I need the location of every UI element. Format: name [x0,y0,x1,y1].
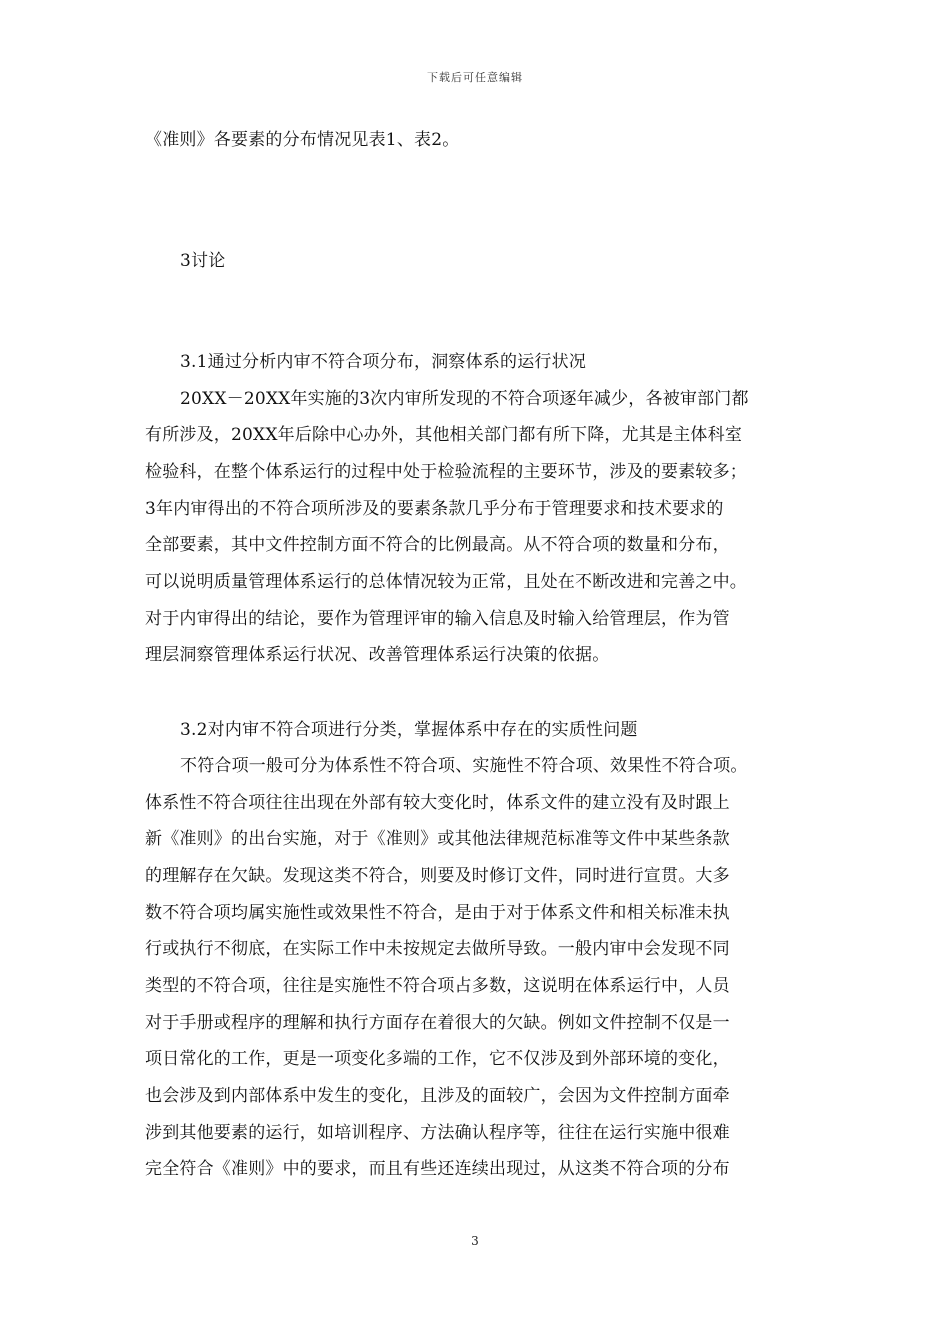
intro-paragraph: 《准则》各要素的分布情况见表1、表2。 [145,130,460,150]
paragraph-line: 全部要素，其中文件控制方面不符合的比例最高。从不符合项的数量和分布， [145,535,730,555]
paragraph-line: 项日常化的工作，更是一项变化多端的工作，它不仅涉及到外部环境的变化， [145,1049,730,1069]
paragraph-line: 完全符合《准则》中的要求，而且有些还连续出现过，从这类不符合项的分布 [145,1159,730,1179]
paragraph-line: 对于内审得出的结论，要作为管理评审的输入信息及时输入给管理层，作为管 [145,609,730,629]
section-3-1-heading: 3.1通过分析内审不符合项分布，洞察体系的运行状况 [180,352,587,372]
paragraph-line: 对于手册或程序的理解和执行方面存在着很大的欠缺。例如文件控制不仅是一 [145,1013,730,1033]
paragraph-line: 可以说明质量管理体系运行的总体情况较为正常，且处在不断改进和完善之中。 [145,572,747,592]
section-3-heading: 3讨论 [180,251,226,271]
paragraph-line: 也会涉及到内部体系中发生的变化，且涉及的面较广，会因为文件控制方面牵 [145,1086,730,1106]
paragraph-line: 3年内审得出的不符合项所涉及的要素条款几乎分布于管理要求和技术要求的 [145,499,724,519]
paragraph-line: 不符合项一般可分为体系性不符合项、实施性不符合项、效果性不符合项。 [180,756,748,776]
paragraph-line: 有所涉及，20XX年后除中心办外，其他相关部门都有所下降，尤其是主体科室 [145,425,743,445]
paragraph-line: 体系性不符合项往往出现在外部有较大变化时，体系文件的建立没有及时跟上 [145,793,730,813]
paragraph-line: 类型的不符合项，往往是实施性不符合项占多数，这说明在体系运行中，人员 [145,976,730,996]
section-3-2-heading: 3.2对内审不符合项进行分类，掌握体系中存在的实质性问题 [180,720,638,740]
paragraph-line: 的理解存在欠缺。发现这类不符合，则要及时修订文件，同时进行宣贯。大多 [145,866,730,886]
paragraph-line: 新《准则》的出台实施，对于《准则》或其他法律规范标准等文件中某些条款 [145,829,730,849]
paragraph-line: 理层洞察管理体系运行状况、改善管理体系运行决策的依据。 [145,645,610,665]
page-header: 下载后可任意编辑 [427,71,523,84]
paragraph-line: 涉到其他要素的运行，如培训程序、方法确认程序等，往往在运行实施中很难 [145,1123,730,1143]
page-number: 3 [471,1234,479,1248]
paragraph-line: 数不符合项均属实施性或效果性不符合，是由于对于体系文件和相关标准未执 [145,903,730,923]
paragraph-line: 20XX－20XX年实施的3次内审所发现的不符合项逐年减少，各被审部门都 [180,389,749,409]
paragraph-line: 检验科，在整个体系运行的过程中处于检验流程的主要环节，涉及的要素较多； [145,462,747,482]
paragraph-line: 行或执行不彻底，在实际工作中未按规定去做所导致。一般内审中会发现不同 [145,939,730,959]
